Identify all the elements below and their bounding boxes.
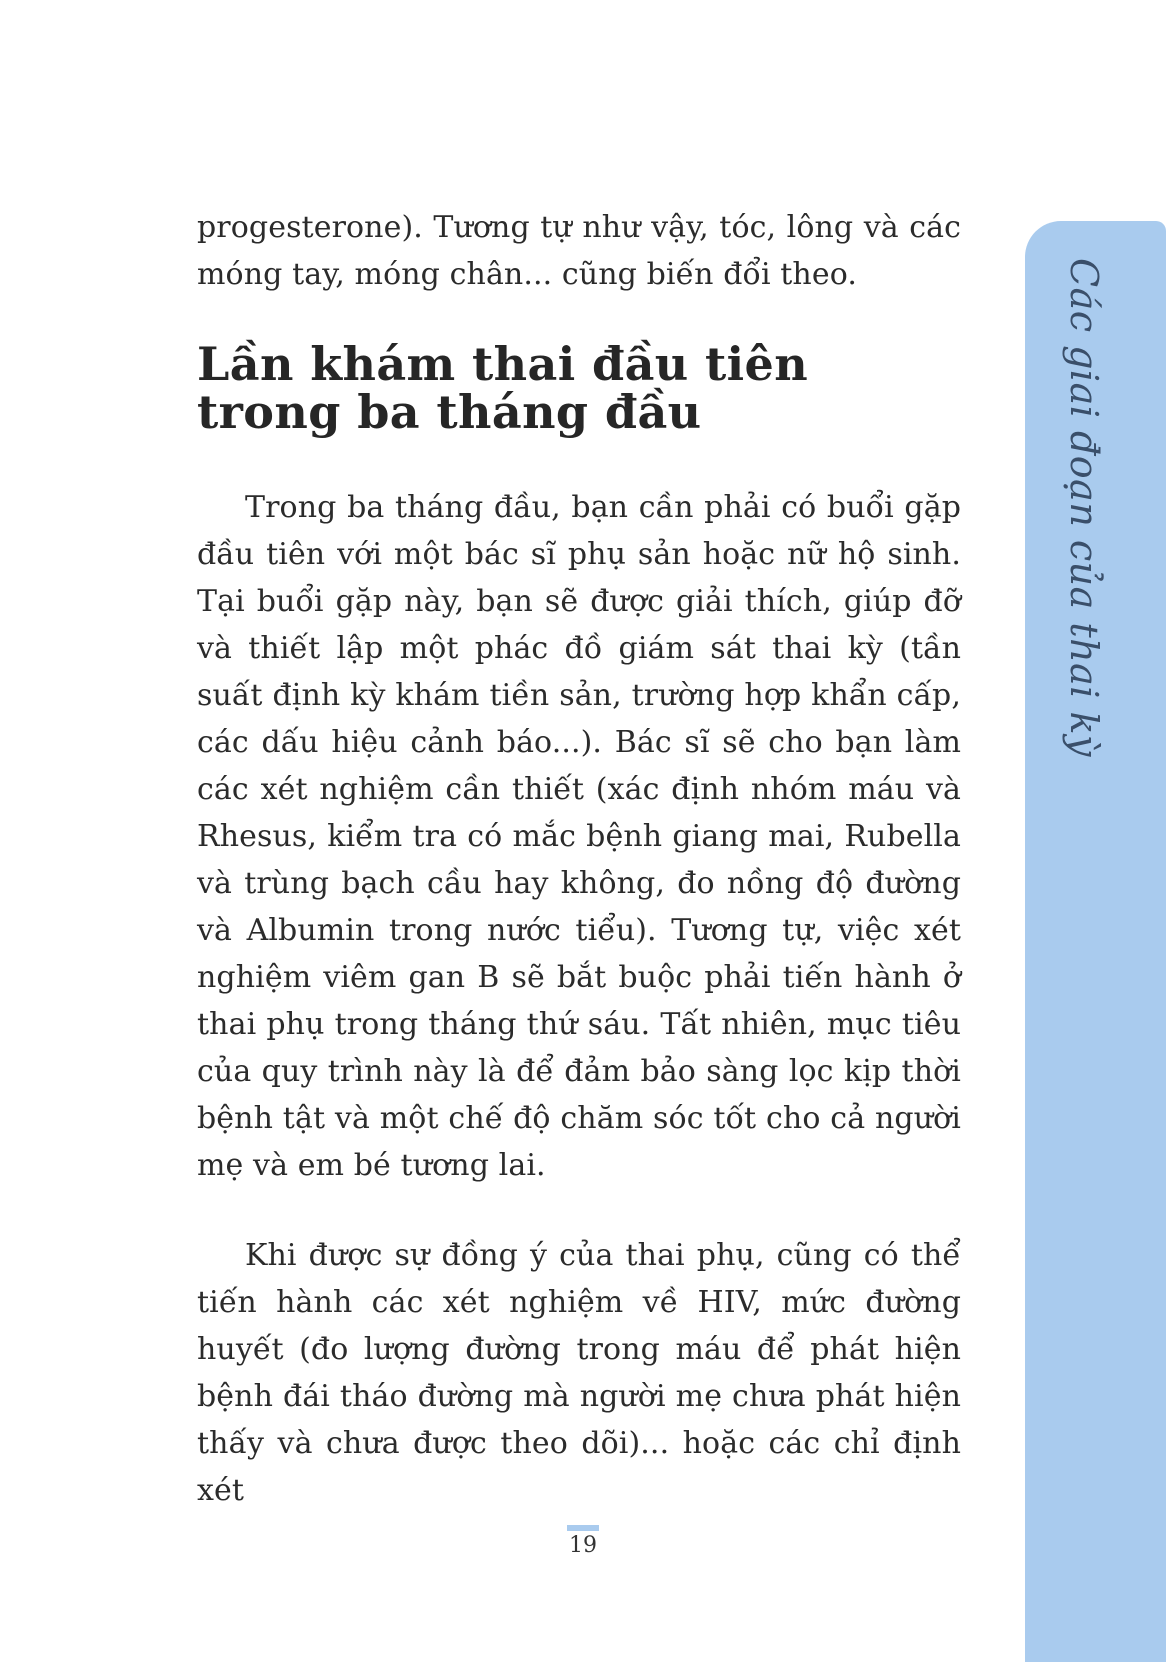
text-column — [197, 204, 961, 1514]
section-heading: Lần khám thai đầu tiên trong ba tháng đầu — [197, 337, 809, 439]
spacer — [197, 1189, 961, 1232]
chapter-side-tab-label: Các giai đoạn của thai kỳ — [1062, 258, 1106, 757]
page-number: 19 — [569, 1533, 597, 1558]
body-paragraph-2: Khi được sự đồng ý của thai phụ, cũng có thể tiến hành các xét nghiệm về HIV, mức đường huyết (đo lượng đường trong máu để phát hiện bệnh đái tháo đường mà người mẹ chưa phát hiện thấy và chưa được theo dõi)... hoặc các chỉ định xét — [197, 1238, 961, 1508]
spacer — [197, 436, 961, 484]
continued-paragraph: progesterone). Tương tự như vậy, tóc, lông và các móng tay, móng chân... cũng biến đổi theo. — [197, 210, 961, 292]
body-paragraph-1: Trong ba tháng đầu, bạn cần phải có buổi gặp đầu tiên với một bác sĩ phụ sản hoặc nữ hộ sinh. Tại buổi gặp này, bạn sẽ được giải thích, giúp đỡ và thiết lập một phác đồ giám sát thai kỳ (tần suất định kỳ khám tiền sản, trường hợp khẩn cấp, các dấu hiệu cảnh báo...). Bác sĩ sẽ cho bạn làm các xét nghiệm cần thiết (xác định nhóm máu và Rhesus, kiểm tra có mắc bệnh giang mai, Rubella và trùng bạch cầu hay không, đo nồng độ đường và Albumin trong nước tiểu). Tương tự, việc xét nghiệm viêm gan B sẽ bắt buộc phải tiến hành ở thai phụ trong tháng thứ sáu. Tất nhiên, mục tiêu của quy trình này là để đảm bảo sàng lọc kịp thời bệnh tật và một chế độ chăm sóc tốt cho cả người mẹ và em bé tương lai. — [197, 490, 961, 1183]
